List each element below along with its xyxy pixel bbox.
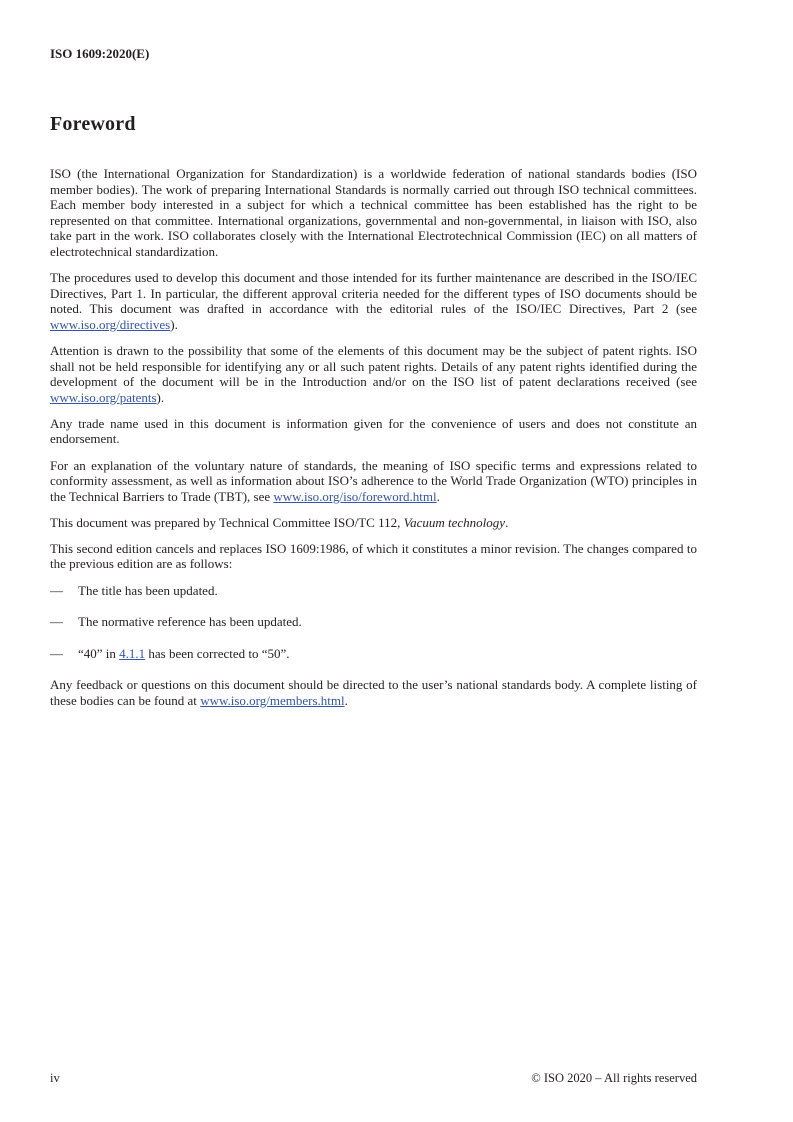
paragraph-iso-federation: ISO (the International Organization for Standardization) is a worldwide federation of national standards bodies (ISO member bodies). The work of preparing International Standards is normally carried out through ISO technical committees. Each member body interested in a subject for which a technical committee has been established has the right to be represented on that committee. International organizations, governmental and non-governmental, in liaison with ISO, also take part in the work. ISO collaborates closely with the International Electrotechnical Commission (IEC) on all matters of electrotechnical standardization. xyxy=(50,166,697,259)
paragraph-text: The procedures used to develop this document and those intended for its further maintenance are described in the ISO/IEC Directives, Part 1. In particular, the different approval criteria needed for the different types of ISO documents should be noted. This document was drafted in accordance with the editorial rules of the ISO/IEC Directives, Part 2 (see xyxy=(50,270,697,317)
link-clause-4-1-1[interactable]: 4.1.1 xyxy=(119,645,146,661)
list-item xyxy=(50,583,697,599)
paragraph-text: “40” in xyxy=(78,645,120,661)
link-iso-members[interactable]: www.iso.org/members.html xyxy=(200,692,345,708)
list-item-text: The title has been updated. xyxy=(78,582,218,598)
paragraph-text: Attention is drawn to the possibility that some of the elements of this document may be the subject of patent rights. ISO shall not be held responsible for identifying any or all such patent rights. Details of any patent rights identified during the development of the document will be in the Introduction and/or on the ISO list of patent declarations received (see xyxy=(50,342,697,390)
paragraph-text: ). xyxy=(170,316,178,332)
paragraph-text: . xyxy=(344,692,348,708)
paragraph-text: has been corrected to “50”. xyxy=(145,645,290,661)
paragraph-text: . xyxy=(505,514,509,530)
link-iso-foreword[interactable]: www.iso.org/iso/foreword.html xyxy=(273,488,437,504)
dash-bullet: — xyxy=(50,645,63,661)
list-item xyxy=(50,614,697,630)
paragraph-text: This document was prepared by Technical Committee ISO/TC 112, xyxy=(50,514,404,530)
changes-list xyxy=(50,583,697,662)
list-item-text: The normative reference has been updated. xyxy=(78,614,302,630)
copyright-notice: © ISO 2020 – All rights reserved xyxy=(531,1071,697,1085)
section-title-foreword: Foreword xyxy=(50,113,136,135)
paragraph-text: For an explanation of the voluntary nature of standards, the meaning of ISO specific terms and expressions related to conformity assessment, as well as information about ISO’s adherence to the World Trade Organization (WTO) principles in the Technical Barriers to Trade (TBT), see xyxy=(50,457,697,504)
list-item-text xyxy=(78,646,697,662)
dash-bullet: — xyxy=(50,614,63,630)
dash-bullet: — xyxy=(50,582,63,598)
paragraph-voluntary-nature xyxy=(50,458,697,505)
page-footer xyxy=(50,1070,697,1086)
paragraph-text: . xyxy=(436,488,440,504)
paragraph-text: ). xyxy=(156,389,165,405)
running-header xyxy=(50,46,697,62)
link-iso-directives[interactable]: www.iso.org/directives xyxy=(50,316,171,332)
page-number: iv xyxy=(50,1071,60,1085)
paragraph-text: Any feedback or questions on this document should be directed to the user’s national standards body. A complete listing of these bodies can be found at xyxy=(50,677,697,708)
paragraph-committee xyxy=(50,515,697,531)
paragraph-procedures xyxy=(50,270,697,332)
link-iso-patents[interactable]: www.iso.org/patents xyxy=(50,389,157,405)
list-item xyxy=(50,646,697,662)
paragraph-trade-name: Any trade name used in this document is information given for the convenience of users and does not constitute an endorsement. xyxy=(50,415,697,447)
doc-reference: ISO 1609:2020(E) xyxy=(50,46,150,61)
paragraph-feedback xyxy=(50,677,697,708)
committee-subject: Vacuum technology xyxy=(403,514,506,530)
paragraph-second-edition: This second edition cancels and replaces ISO 1609:1986, of which it constitutes a minor revision. The changes compared to the previous edition are as follows: xyxy=(50,540,697,572)
paragraph-patent-rights xyxy=(50,343,697,405)
